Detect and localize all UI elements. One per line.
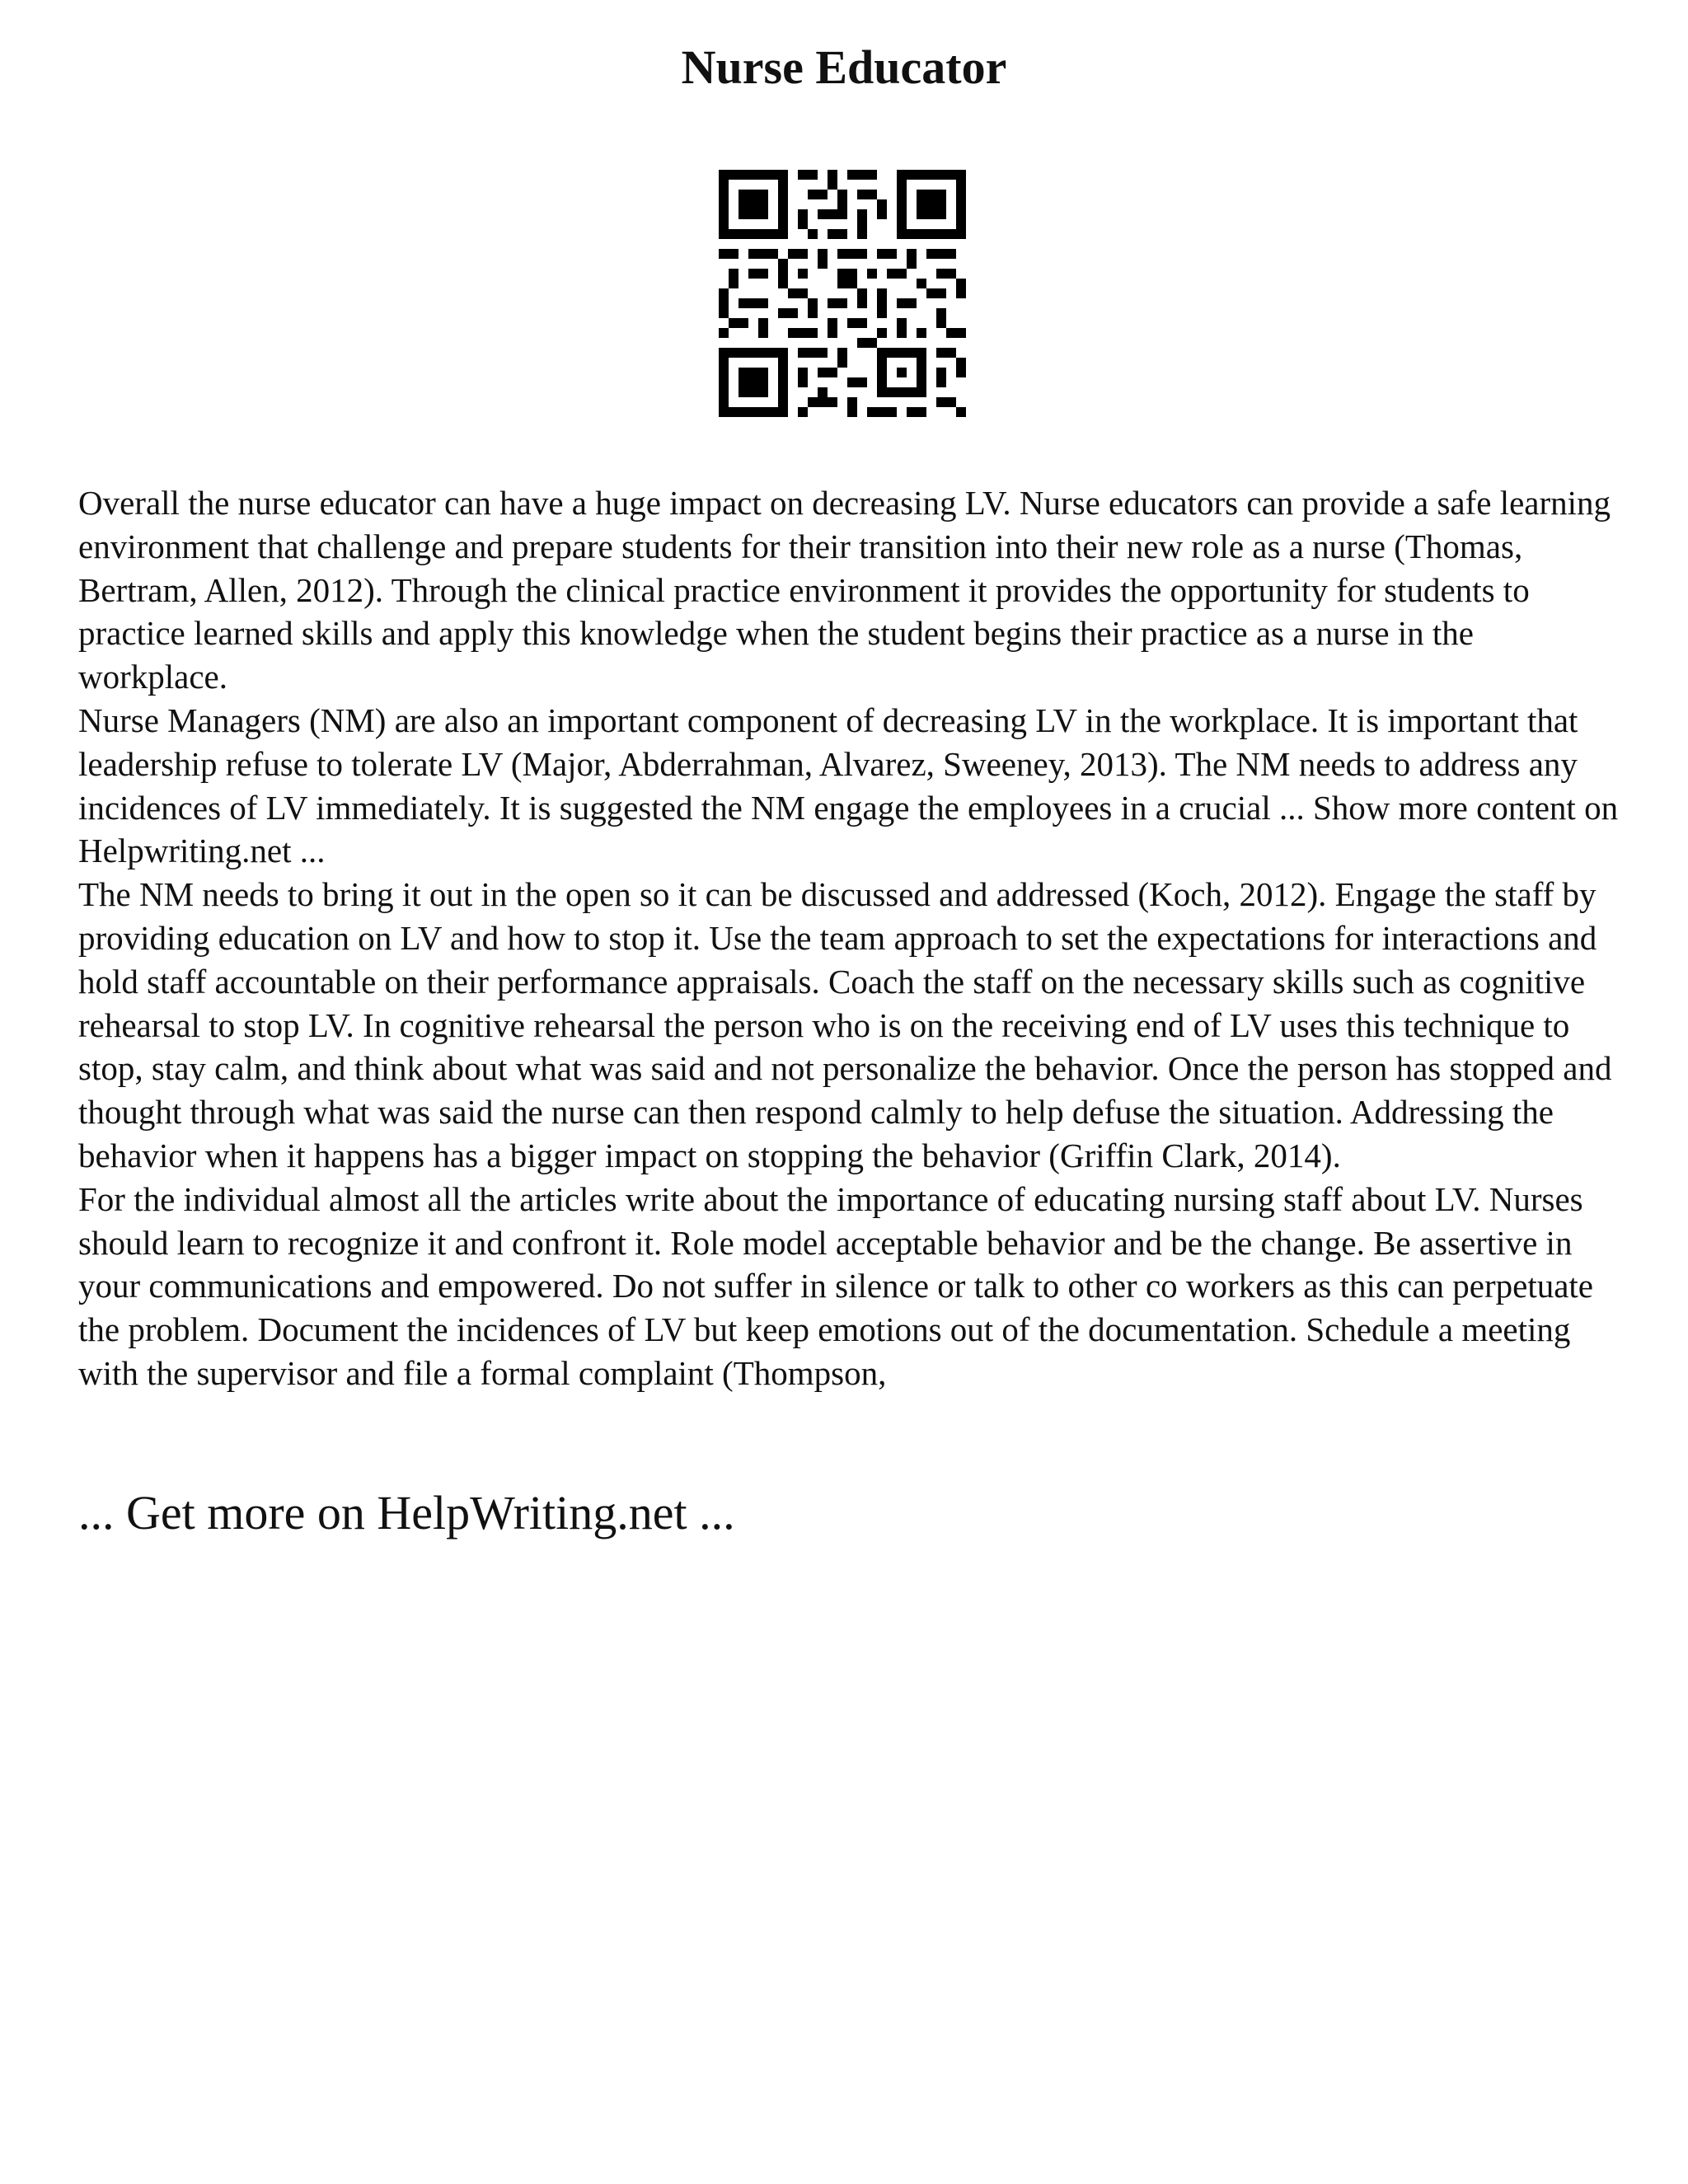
get-more-link[interactable]: ... Get more on HelpWriting.net ...: [78, 1486, 735, 1540]
paragraph: Nurse Managers (NM) are also an important component of decreasing LV in the workplace. It is important that leadership refuse to tolerate LV (Major, Abderrahman, Alvarez, Sweeney, 2013). The NM needs to address any incidences of LV immediately. It is suggested the NM engage the employees in a crucial ... Show more content on Helpwriting.net ...: [78, 701, 1619, 870]
paragraph: The NM needs to bring it out in the open so it can be discussed and addressed (Koch, 2012). Engage the staff by providing education on LV and how to stop it. Use the team approach to set the expectations for interactions and hold staff accountable on their performance appraisals. Coach the staff on the necessary skills such as cognitive rehearsal to stop LV. In cognitive rehearsal the person who is on the receiving end of LV uses this technique to stop, stay calm, and think about what was said and not personalize the behavior. Once the person has stopped and thought through what was said the nurse can then respond calmly to help defuse the situation. Addressing the behavior when it happens has a bigger impact on stopping the behavior (Griffin Clark, 2014).: [78, 875, 1612, 1174]
page-title: Nurse Educator: [681, 40, 1007, 94]
qr-code-icon: [719, 170, 966, 417]
paragraph: For the individual almost all the articles write about the importance of educating nursing staff about LV. Nurses should learn to recognize it and confront it. Role model acceptable behavior and be the change. Be assertive in your communications and empowered. Do not suffer in silence or talk to other co workers as this can perpetuate the problem. Document the incidences of LV but keep emotions out of the documentation. Schedule a meeting with the supervisor and file a formal complaint (Thompson,: [78, 1179, 1593, 1392]
qr-code: [719, 170, 966, 417]
paragraph: Overall the nurse educator can have a huge impact on decreasing LV. Nurse educators can provide a safe learning environment that challenge and prepare students for their transition into their new role as a nurse (Thomas, Bertram, Allen, 2012). Through the clinical practice environment it provides the opportunity for students to practice learned skills and apply this knowledge when the student begins their practice as a nurse in the workplace.: [78, 484, 1611, 696]
article-body: [78, 481, 1628, 1395]
